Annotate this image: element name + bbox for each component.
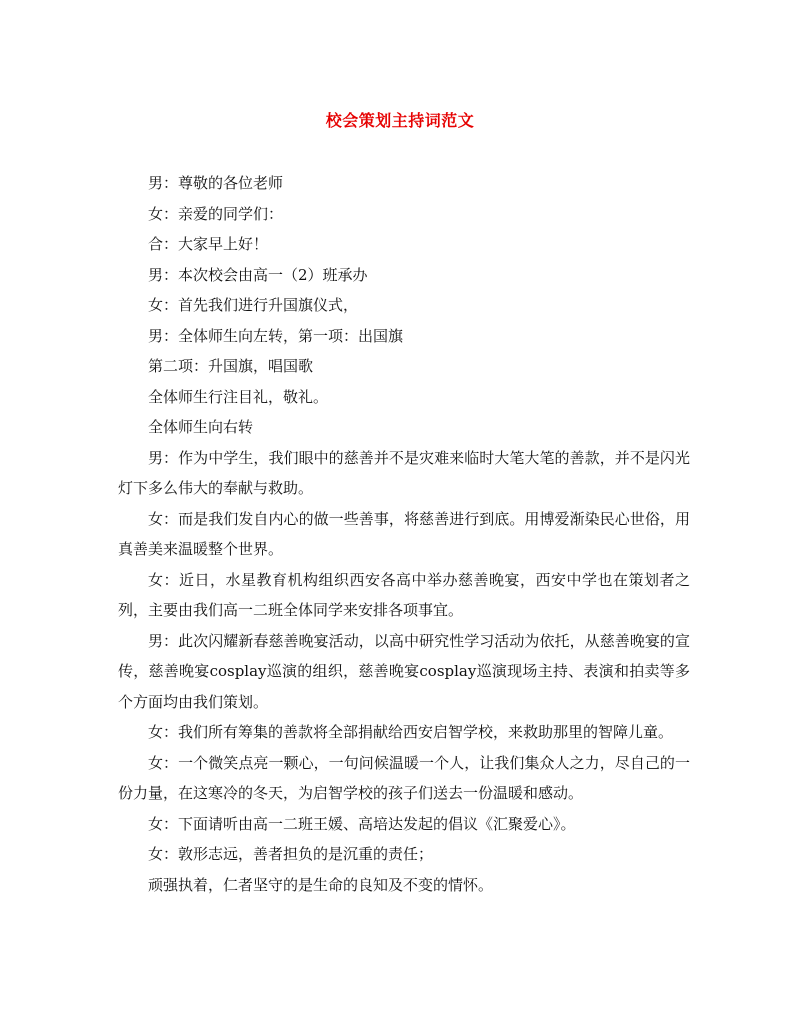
paragraph: 全体师生行注目礼，敬礼。 [148, 387, 329, 406]
paragraph: 女：亲爱的同学们： [148, 204, 284, 223]
document-title: 校会策划主持词范文 [325, 111, 475, 130]
paragraph: 合：大家早上好！ [148, 235, 269, 253]
paragraph: 女：敦形志远，善者担负的是沉重的责任； [148, 845, 434, 863]
paragraph: 女：近日，水星教育机构组织西安各高中举办慈善晚宴，西安中学也在策划者之列，主要由我们高一二班全体同学来安排各项事宜。 [118, 570, 690, 619]
paragraph: 第二项：升国旗，唱国歌 [148, 357, 314, 375]
paragraph: 男：尊敬的各位老师 [148, 174, 284, 192]
paragraph: 女：我们所有筹集的善款将全部捐献给西安启智学校，来救助那里的智障儿童。 [148, 723, 674, 741]
paragraph: 男：本次校会由高一（2）班承办 [148, 265, 368, 284]
paragraph: 女：一个微笑点亮一颗心，一句问候温暖一个人，让我们集众人之力，尽自己的一份力量，在这寒冷的冬天，为启智学校的孩子们送去一份温暖和感动。 [118, 753, 690, 802]
paragraph: 女：首先我们进行升国旗仪式， [148, 296, 359, 314]
paragraph: 男：作为中学生，我们眼中的慈善并不是灾难来临时大笔大笔的善款，并不是闪光灯下多么伟大的奉献与救助。 [118, 448, 690, 497]
paragraph: 顽强执着，仁者坚守的是生命的良知及不变的情怀。 [148, 875, 494, 894]
paragraph: 全体师生向右转 [148, 418, 254, 436]
paragraph: 男：全体师生向左转，第一项：出国旗 [148, 326, 404, 345]
paragraph: 女：下面请听由高一二班王媛、高培达发起的倡议《汇聚爱心》。 [148, 814, 576, 833]
paragraph: 男：此次闪耀新春慈善晚宴活动，以高中研究性学习活动为依托，从慈善晚宴的宣传，慈善晚宴cosplay巡演的组织，慈善晚宴cosplay巡演现场主持、表演和拍卖等多个方面均由我们策划。 [118, 631, 690, 711]
document-body [118, 168, 690, 900]
paragraph: 女：而是我们发自内心的做一些善事，将慈善进行到底。用博爱渐染民心世俗，用真善美来温暖整个世界。 [118, 509, 690, 558]
